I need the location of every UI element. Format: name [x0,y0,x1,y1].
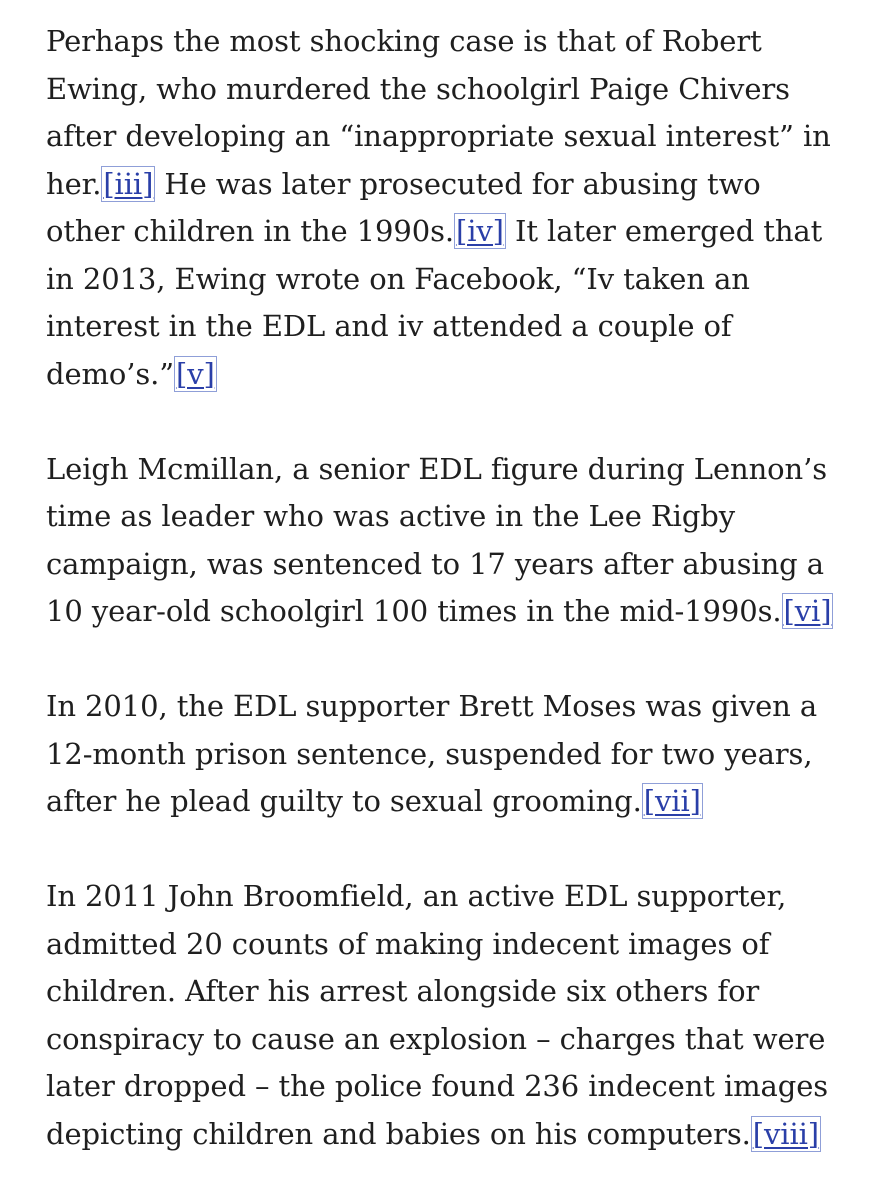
text-line [46,731,850,779]
text-line [46,113,850,161]
text-segment: interest in the EDL and iv attended a couple of [46,309,732,343]
article-paragraph [46,873,850,1158]
text-line [46,208,850,256]
text-segment: Leigh Mcmillan, a senior EDL figure during Lennon’s [46,451,828,486]
footnote-link[interactable]: [iv] [455,214,504,248]
text-segment: 12-month prison sentence, suspended for two years, [46,736,813,771]
text-segment: after he plead guilty to sexual grooming. [46,784,642,818]
text-line [46,493,850,541]
text-segment: demo’s.” [46,356,175,391]
text-line [46,683,850,731]
text-segment: in 2013, Ewing wrote on Facebook, “Iv taken an [46,261,750,296]
text-segment: children. After his arrest alongside six others for [46,974,760,1008]
text-segment: 10 year-old schoolgirl 100 times in the mid-1990s. [46,594,782,628]
text-segment: her. [46,166,102,201]
text-line [46,446,850,494]
text-line [46,588,850,636]
text-segment: time as leader who was active in the Lee Rigby [46,499,736,533]
text-segment: campaign, was sentenced to 17 years after abusing a [46,546,824,581]
text-line [46,18,850,66]
article-paragraph [46,18,850,398]
text-segment: In 2011 John Broomfield, an active EDL supporter, [46,879,787,913]
text-line [46,778,850,826]
text-segment: after developing an “inappropriate sexual interest” in [46,119,831,153]
footnote-link[interactable]: [iii] [103,166,154,201]
text-line [46,1063,850,1111]
text-line [46,921,850,969]
footnote-link[interactable]: [vi] [783,594,832,628]
text-segment: He was later prosecuted for abusing two [155,166,761,201]
text-segment: admitted 20 counts of making indecent images of [46,926,770,961]
footnote-link[interactable]: [vii] [643,784,701,818]
text-line [46,873,850,921]
text-line [46,351,850,399]
text-segment: It later emerged that [505,214,823,248]
text-line [46,256,850,304]
footnote-link[interactable]: [v] [176,356,215,391]
text-segment: depicting children and babies on his computers. [46,1116,751,1151]
article-paragraph [46,446,850,636]
article-paragraph [46,683,850,826]
text-segment: Ewing, who murdered the schoolgirl Paige Chivers [46,71,790,106]
text-line [46,541,850,589]
text-line [46,1016,850,1064]
footnote-link[interactable]: [viii] [752,1116,820,1151]
text-line [46,161,850,209]
text-line [46,66,850,114]
text-line [46,1111,850,1159]
text-segment: later dropped – the police found 236 indecent images [46,1069,829,1103]
text-line [46,968,850,1016]
text-segment: other children in the 1990s. [46,214,454,248]
text-line [46,303,850,351]
text-segment: conspiracy to cause an explosion – charges that were [46,1021,826,1056]
text-segment: Perhaps the most shocking case is that of Robert [46,24,762,58]
text-segment: In 2010, the EDL supporter Brett Moses was given a [46,689,818,723]
